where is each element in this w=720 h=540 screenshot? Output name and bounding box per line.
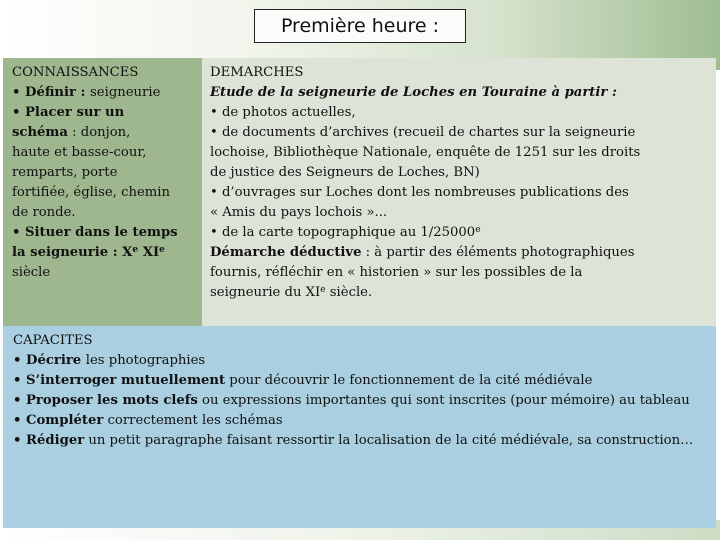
demarches-line: Démarche déductive : à partir des éléments photographiques <box>210 245 635 260</box>
capacites-item: • S’interroger mutuellement pour découvrir le fonctionnement de la cité médiévale <box>13 373 593 388</box>
demarches-line: de justice des Seigneurs de Loches, BN) <box>210 165 480 180</box>
demarches-line: fournis, réfléchir en « historien » sur les possibles de la <box>210 265 583 280</box>
connaissances-line: de ronde. <box>12 205 76 220</box>
connaissances-line: • Placer sur un <box>12 105 125 120</box>
demarches-line: • de photos actuelles, <box>210 105 356 120</box>
connaissances-line: remparts, porte <box>12 165 118 180</box>
connaissances-line: la seigneurie : Xe XIe <box>12 245 165 260</box>
capacites-panel <box>3 326 716 528</box>
connaissances-line: • Situer dans le temps <box>12 225 178 240</box>
capacites-item: • Rédiger un petit paragraphe faisant ressortir la localisation de la cité médiévale, sa construction… <box>13 433 694 448</box>
demarches-line: seigneurie du XIe siècle. <box>210 285 373 300</box>
capacites-item: • Proposer les mots clefs ou expressions importantes qui sont inscrites (pour mémoire) au tableau <box>13 393 690 408</box>
demarches-heading: DEMARCHES <box>210 65 304 80</box>
demarches-line: • de la carte topographique au 1/25000e <box>210 225 481 240</box>
capacites-item: • Décrire les photographies <box>13 353 206 368</box>
demarches-line: « Amis du pays lochois »... <box>210 205 388 220</box>
connaissances-line: haute et basse-cour, <box>12 145 147 160</box>
connaissances-line: • Définir : seigneurie <box>12 85 161 100</box>
connaissances-line: schéma : donjon, <box>12 125 131 140</box>
capacites-heading: CAPACITES <box>13 333 93 348</box>
demarches-line: lochoise, Bibliothèque Nationale, enquête de 1251 sur les droits <box>210 145 641 160</box>
connaissances-line: fortifiée, église, chemin <box>12 185 170 200</box>
demarches-line: • d’ouvrages sur Loches dont les nombreuses publications des <box>210 185 629 200</box>
slide-title: Première heure : <box>254 9 466 43</box>
demarches-line: • de documents d’archives (recueil de chartes sur la seigneurie <box>210 125 636 140</box>
connaissances-line: siècle <box>12 265 51 280</box>
connaissances-panel <box>3 58 202 326</box>
capacites-item: • Compléter correctement les schémas <box>13 413 283 428</box>
connaissances-heading: CONNAISSANCES <box>12 65 139 80</box>
demarches-panel <box>202 58 716 326</box>
demarches-line: Etude de la seigneurie de Loches en Touraine à partir : <box>210 85 617 100</box>
